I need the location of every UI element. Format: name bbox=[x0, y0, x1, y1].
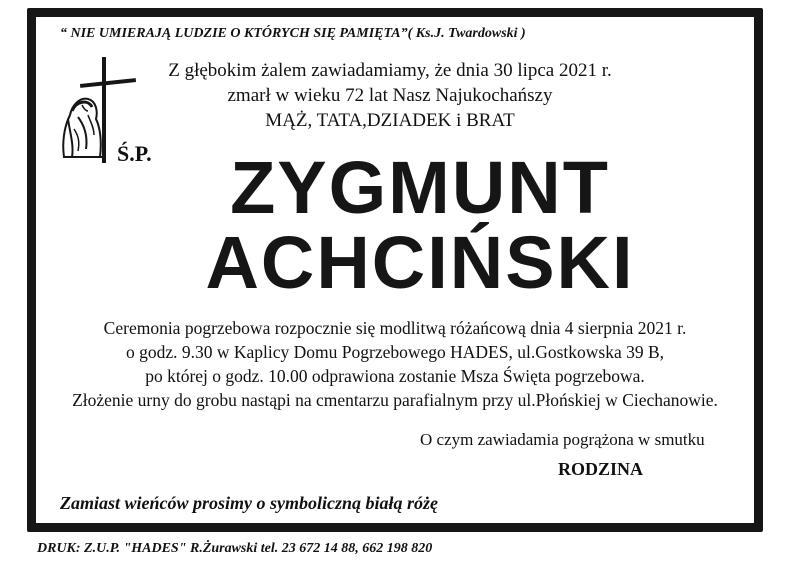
flowers-request: Zamiast wieńców prosimy o symboliczną białą różę bbox=[60, 493, 439, 513]
closing-text: O czym zawiadamia pogrążona w smutku bbox=[420, 430, 705, 449]
intro-line: zmarł w wieku 72 lat Nasz Najukochańszy bbox=[227, 85, 553, 106]
family-signature: RODZINA bbox=[558, 459, 644, 479]
ceremony-line: po której o godz. 10.00 odprawiona zostanie Msza Święta pogrzebowa. bbox=[145, 366, 645, 386]
ceremony-line: o godz. 9.30 w Kaplicy Domu Pogrzebowego HADES, ul.Gostkowska 39 B, bbox=[125, 342, 665, 362]
sp-abbreviation: Ś.P. bbox=[117, 141, 152, 166]
ceremony-line: Ceremonia pogrzebowa rozpocznie się modlitwą różańcową dnia 4 sierpnia 2021 r. bbox=[103, 318, 687, 338]
deceased-last-name: ACHCIŃSKI bbox=[205, 221, 635, 304]
printer-footer: DRUK: Z.U.P. "HADES" R.Żurawski tel. 23 672 14 88, 662 198 820 bbox=[37, 541, 433, 556]
announcement-intro bbox=[160, 58, 620, 133]
intro-line: Z głębokim żalem zawiadamiamy, że dnia 30 lipca 2021 r. bbox=[168, 60, 612, 81]
ceremony-line: Złożenie urny do grobu nastąpi na cmentarzu parafialnym przy ul.Płońskiej w Ciechanowie. bbox=[72, 390, 718, 410]
quote-header: “ NIE UMIERAJĄ LUDZIE O KTÓRYCH SIĘ PAMIĘTA”( Ks.J. Twardowski ) bbox=[60, 26, 526, 41]
intro-line: MĄŻ, TATA,DZIADEK i BRAT bbox=[265, 110, 515, 131]
deceased-first-name: ZYGMUNT bbox=[230, 146, 610, 229]
ceremony-details bbox=[34, 316, 756, 412]
